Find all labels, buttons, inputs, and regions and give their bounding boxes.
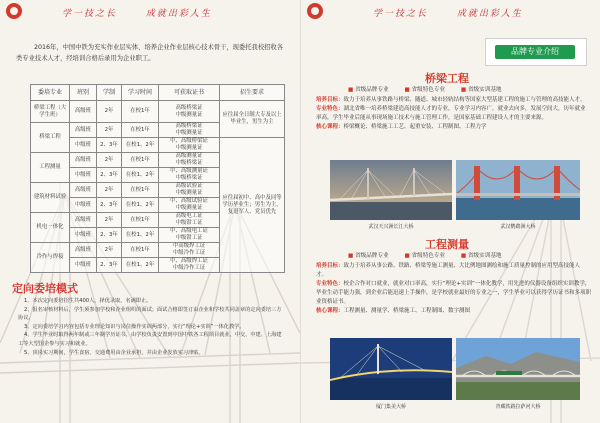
slogan-part-2: 成就出彩人生 <box>145 9 212 19</box>
cell-years: 2年 <box>97 153 122 168</box>
program-info <box>316 96 591 132</box>
photo-caption: 青藏铁路拉萨河大桥 <box>495 404 541 410</box>
col-header-cert: 可获取证书 <box>159 85 220 101</box>
cell-cert: 高级测量证 中级桥梁证 <box>159 153 220 168</box>
note-item: 1、本次定向委培招生共400人，择优录取，名满即止。 <box>24 298 152 304</box>
col-header-time: 学习时间 <box>122 85 159 101</box>
cell-time: 在校1、2年 <box>122 228 159 243</box>
cell-cert: 中、高级测量证 中级桥梁证 <box>159 168 220 183</box>
cell-years: 2年 <box>97 183 122 198</box>
cell-class: 中级班 <box>70 168 97 183</box>
col-header-years: 学制 <box>97 85 122 101</box>
program-title: 工程测量 <box>425 238 469 251</box>
info-text: 致力于培养从事公路、铁路、桥梁等施工测量、大比例地图测绘和施工质量控制的应用型高技能人才。 <box>316 263 581 278</box>
badge: ■ 省级实训基地 <box>461 253 502 259</box>
slogan-part-1: 学一技之长 <box>62 9 118 19</box>
info-label: 培养目标： <box>316 263 344 269</box>
cell-time: 在校1年 <box>122 213 159 228</box>
cell-class: 中级班 <box>70 138 97 153</box>
cell-major: 工程测量 <box>31 153 70 183</box>
info-label: 培养目标： <box>316 97 344 103</box>
photo-caption: 厦门集美大桥 <box>375 404 406 410</box>
slogan <box>373 6 547 24</box>
program-info <box>316 262 591 316</box>
badge: ■ 省级实训基地 <box>461 87 502 93</box>
program-badges <box>348 251 516 259</box>
photo-caption: 武汉鹦鹉洲大桥 <box>500 224 536 230</box>
slogan-part-1: 学一技之长 <box>373 9 429 19</box>
cell-class: 中级班 <box>70 198 97 213</box>
col-header-major: 委培专业 <box>31 85 70 101</box>
cell-years: 2、3年 <box>97 138 122 153</box>
cell-major: 桥梁工程（大学生班） <box>31 101 70 123</box>
cell-class: 高级班 <box>70 123 97 138</box>
cell-cert: 中、高级桥梁证 中级测量证 <box>159 138 220 153</box>
cell-time: 在校1年 <box>122 153 159 168</box>
cell-class: 高级班 <box>70 153 97 168</box>
info-text: 湖北省唯一培养桥梁建造高技能人才的专业，专业学习内容广，就业去向多，发展空间大，历年就业率高，学生毕业后能从事现场施工技术与施工管理工作，是国家基础工程建设人才的主要来源。 <box>316 106 586 121</box>
col-header-req: 招生要求 <box>220 85 285 101</box>
tab-brand-programs: 品牌专业介绍 <box>495 45 575 59</box>
cell-cert: 高级试验证 中级测量证 <box>159 183 220 198</box>
info-text: 致力于培养从事铁路与桥梁、隧道、城市轻轨结构等国家大型基建工程的施工与管理的高技能人才。 <box>343 97 586 103</box>
cell-time: 在校1年 <box>122 243 159 258</box>
intro-paragraph: 2016年，中国中铁为充实作业层实体、培养企业作业层核心技术骨干，现委托我校招收各类专业技术人才，经培训合格后录用为企业职工。 <box>16 44 284 62</box>
cell-major: 机电一体化 <box>31 213 70 243</box>
badge: ■ 省级品牌专业 <box>348 253 389 259</box>
info-text: 桥梁概论、桥梁施工工艺、起重安装、工程制图、工程力学 <box>343 124 487 130</box>
cell-class: 高级班 <box>70 183 97 198</box>
cell-time: 在校1、2年 <box>122 198 159 213</box>
cell-years: 2年 <box>97 213 122 228</box>
cell-time: 在校1、2年 <box>122 258 159 273</box>
cell-years: 2年 <box>97 101 122 123</box>
badge: ■ 省级特色专业 <box>404 253 445 259</box>
bridge-photo <box>456 160 580 220</box>
badge: ■ 省级特色专业 <box>404 87 445 93</box>
table-row <box>31 101 285 123</box>
program-table <box>30 84 285 273</box>
bridge-photo <box>330 160 452 220</box>
program-badges <box>348 85 516 93</box>
bridge-photo <box>456 338 580 400</box>
cell-years: 2、3年 <box>97 198 122 213</box>
cell-class: 高级班 <box>70 243 97 258</box>
cell-major: 建筑材料试验 <box>31 183 70 213</box>
cell-cert: 高级桥梁证 中级测量证 <box>159 101 220 123</box>
photo-caption: 武汉天兴洲长江大桥 <box>368 224 414 230</box>
info-text: 工程测量、测量学、桥梁施工、工程制图、数字测图 <box>343 308 471 314</box>
cell-time: 在校1年 <box>122 183 159 198</box>
slogan <box>62 6 236 24</box>
info-label: 核心课程： <box>316 308 344 314</box>
note-item: 4、学生毕业时取得两年制或三年制学历证书，由学校负责安置到中国中铁各工程项目就业，中交、中建、上海建工等大型国企参与实习和就业。 <box>18 332 282 347</box>
badge: ■ 省级品牌专业 <box>348 87 389 93</box>
school-logo-icon <box>307 3 323 19</box>
notes-list <box>18 297 286 357</box>
col-header-class: 班别 <box>70 85 97 101</box>
cell-cert: 高级桥梁证 中级测量证 <box>159 123 220 138</box>
cell-cert: 中、高级焊工证 中级冷作工证 <box>159 258 220 273</box>
note-item: 5、顶岗实习期间，学生食宿、交通费用由企业承担，并由企业发放实习津贴。 <box>24 349 204 356</box>
cell-cert: 中、高级电工证 中级钳工证 <box>159 228 220 243</box>
cell-years: 2年 <box>97 243 122 258</box>
cell-class: 高级班 <box>70 213 97 228</box>
cell-cert: 中高级焊工证 中级冷作工证 <box>159 243 220 258</box>
note-item: 3、定向委培学习内容包括专业理论知识与岗位操作实训两部分，实行“理论+实训”一体化教学。 <box>24 323 245 330</box>
slogan-part-2: 成就出彩人生 <box>456 9 523 19</box>
cell-cert: 中、高级试验证 中级测量证 <box>159 198 220 213</box>
cell-requirement-bottom: 应往届初中、高中及同等学历毕业生；男生为主，复退军人、党员优先 <box>220 138 285 273</box>
cell-time: 在校1、2年 <box>122 168 159 183</box>
program-title: 桥梁工程 <box>425 72 469 85</box>
cell-cert: 高级电工证 中级钳工证 <box>159 213 220 228</box>
info-text: 校企合作对口就业，就业对口率高，实行“理论+实训”一体化教学，用先进的仪器设备组织实训教学，毕业生动手能力强，到企业后能迅速上手操作，是学校就业最好的专业之一，学生毕业可以获得学历证书和多项职业资格证书。 <box>316 281 592 305</box>
cell-requirement-top: 应往届全日制大专及以上毕业生，男生为主 <box>220 101 285 138</box>
info-label: 核心课程： <box>316 124 344 130</box>
note-item: 2、报名审核材料后，学生须参加学校和企业组织的面试；面试合格即签订由企业和学校共同盖章的定向委培三方协议。 <box>18 306 282 322</box>
cell-time: 在校1、2年 <box>122 138 159 153</box>
school-logo-icon <box>6 3 22 19</box>
cell-time: 在校1年 <box>122 123 159 138</box>
info-label: 专业特色： <box>316 106 344 112</box>
info-label: 专业特色： <box>316 281 344 287</box>
bridge-photo <box>330 338 452 400</box>
cell-major: 冷作与焊接 <box>31 243 70 273</box>
cell-class: 中级班 <box>70 228 97 243</box>
table-header-row <box>31 85 285 101</box>
cell-years: 2、3年 <box>97 258 122 273</box>
cell-class: 中级班 <box>70 258 97 273</box>
cell-class: 高级班 <box>70 101 97 123</box>
section-title: 定向委培模式 <box>12 282 78 295</box>
cell-years: 2、3年 <box>97 168 122 183</box>
cell-years: 2年 <box>97 123 122 138</box>
cell-years: 2、3年 <box>97 228 122 243</box>
table-row <box>31 138 285 153</box>
cell-time: 在校1年 <box>122 101 159 123</box>
cell-major: 桥梁工程 <box>31 123 70 153</box>
